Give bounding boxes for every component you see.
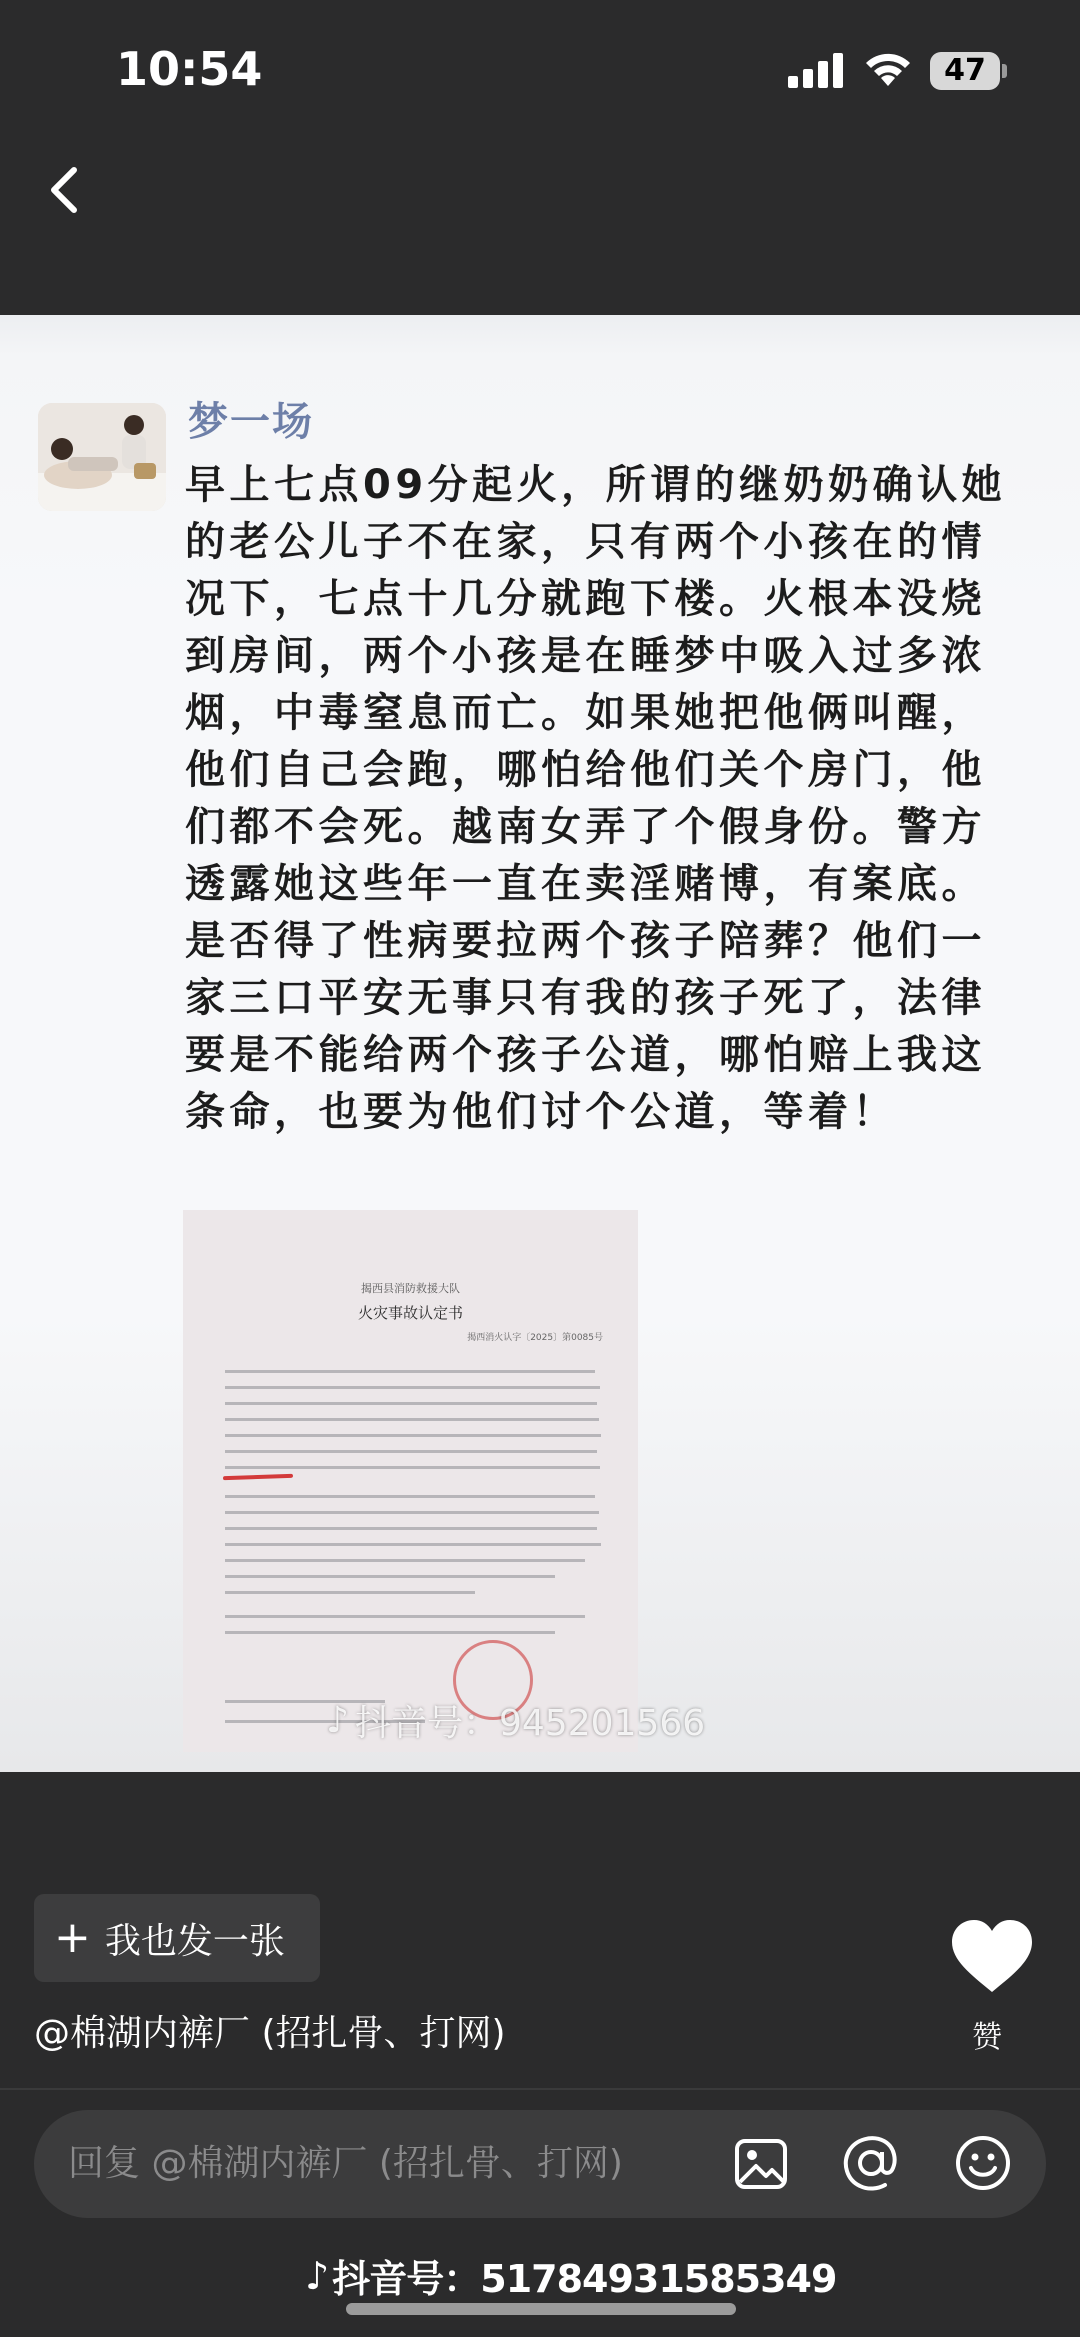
cellular-signal-icon <box>788 52 844 88</box>
heart-icon[interactable] <box>950 1918 1034 1994</box>
fire-report-document <box>183 1210 638 1752</box>
back-arrow-icon[interactable] <box>40 160 90 220</box>
author-avatar <box>38 403 166 511</box>
post-button-label: 我也发一张 <box>104 1920 285 1962</box>
poster-username[interactable]: @棉湖内裤厂 (招扎骨、打网) <box>34 2013 506 2054</box>
like-label: 赞 <box>972 2020 1002 2055</box>
mention-at-icon[interactable] <box>842 2134 900 2192</box>
post-image[interactable] <box>0 315 1080 1772</box>
douyin-watermark: ♪ 抖音号：945201566 <box>326 1700 706 1744</box>
status-time: 10:54 <box>116 42 263 96</box>
reply-bar[interactable] <box>34 2110 1046 2218</box>
document-org: 揭西县消防救援大队 <box>361 1282 460 1295</box>
douyin-logo-icon: ♪ <box>326 1700 349 1741</box>
document-number: 揭西消火认字〔2025〕第0085号 <box>467 1333 603 1343</box>
wifi-icon <box>862 48 914 88</box>
divider <box>0 2088 1080 2090</box>
bottom-douyin-watermark: ♪ 抖音号：51784931585349 <box>305 2253 837 2301</box>
emoji-icon[interactable] <box>954 2134 1012 2192</box>
post-text: 早上七点09分起火，所谓的继奶奶确认她的老公儿子不在家，只有两个小孩在的情况下，七点十几分就跑下楼。火根本没烧到房间，两个小孩是在睡梦中吸入过多浓烟，中毒窒息而亡。如果她把他俩叫醒，他们自己会跑，哪怕给他们关个房门，他们都不会死。越南女弄了个假身份。警方透露她这些年一直在卖淫赌博，有案底。是否得了性病要拉两个孩子陪葬？他们一家三口平安无事只有我的孩子死了，法律要是不能给两个孩子公道，哪怕赔上我这条命，也要为他们讨个公道，等着！ <box>185 462 1007 1135</box>
document-title: 火灾事故认定书 <box>357 1304 463 1322</box>
status-bar <box>0 0 1080 140</box>
douyin-logo-icon: ♪ <box>305 2253 329 2298</box>
image-picker-icon[interactable] <box>734 2138 788 2190</box>
post-similar-button[interactable] <box>34 1894 320 1982</box>
home-indicator[interactable] <box>346 2303 736 2315</box>
battery-icon <box>1002 64 1007 78</box>
plus-icon: + <box>54 1912 91 1963</box>
author-name: 梦一场 <box>188 399 314 445</box>
battery-level: 47 <box>930 52 1000 90</box>
reply-input[interactable]: 回复 @棉湖内裤厂 (招扎骨、打网) <box>68 2143 623 2184</box>
red-underline <box>223 1474 293 1480</box>
